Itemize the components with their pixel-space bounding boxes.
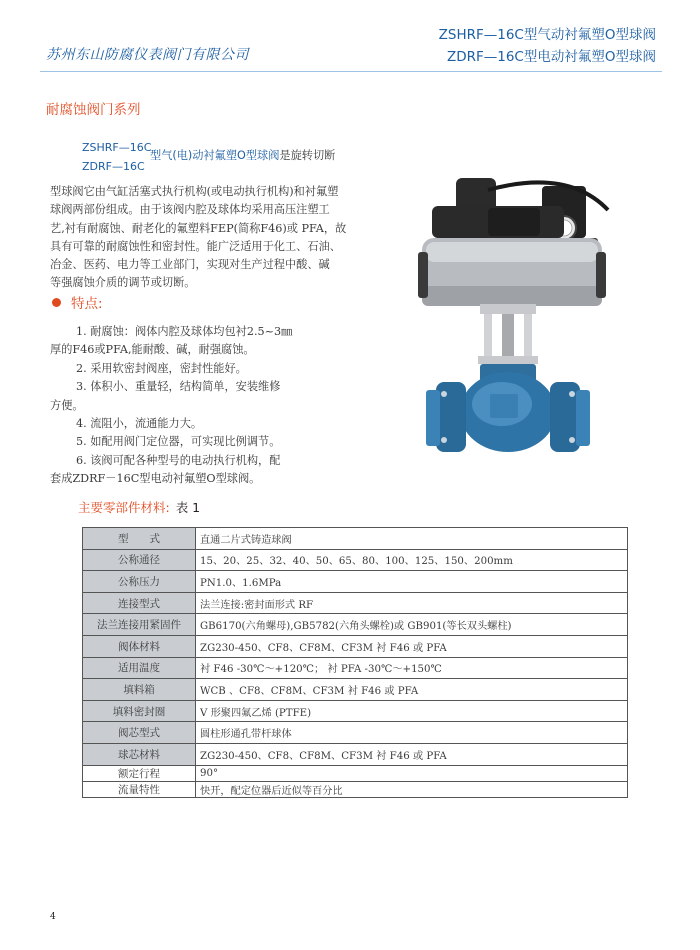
feature-line: 2. 采用软密封阀座，密封性能好。 [76, 361, 247, 375]
model-electric: ZDRF—16C [82, 160, 145, 173]
parts-title [78, 498, 200, 516]
feature-line: 厚的F46或PFA,能耐酸、碱，耐强腐蚀。 [50, 343, 255, 357]
row-value: 15、20、25、32、40、50、65、80、100、125、150、200mm [196, 549, 628, 571]
intro-line: 等强腐蚀介质的调节或切断。 [50, 276, 196, 290]
row-value: 圆柱形通孔带杆球体 [196, 722, 628, 744]
row-key: 填料密封圈 [83, 700, 196, 722]
intro-line: 球阀两部份组成。由于该阀内腔及球体均采用高压注塑工 [50, 203, 330, 217]
row-key: 法兰连接用紧固件 [83, 614, 196, 636]
intro-body [50, 183, 380, 293]
feature-line: 方便。 [50, 398, 84, 412]
intro-line: 冶金、医药、电力等工业部门，实现对生产过程中酸、碱 [50, 258, 330, 272]
intro-line: 具有可靠的耐腐蚀性和密封性。能广泛适用于化工、石油、 [50, 239, 341, 253]
row-value: GB6170(六角螺母),GB5782(六角头螺栓)或 GB901(等长双头螺柱) [196, 614, 628, 636]
table-row [83, 679, 628, 701]
table-row [83, 743, 628, 765]
header-divider [40, 71, 662, 72]
table-row [83, 549, 628, 571]
table-row [83, 614, 628, 636]
table-label: 表 1 [175, 500, 201, 515]
row-key: 连接型式 [83, 592, 196, 614]
row-key: 球芯材料 [83, 743, 196, 765]
features-title-text: 特点: [71, 296, 103, 312]
table-row [83, 657, 628, 679]
product-title-pneumatic: ZSHRF—16C型气动衬氟塑O型球阀 [438, 27, 656, 43]
intro-lead-rest: 是旋转切断 [279, 149, 336, 162]
row-value: 直通二片式铸造球阀 [196, 528, 628, 550]
series-title: 耐腐蚀阀门系列 [46, 102, 141, 118]
company-name: 苏州东山防腐仪表阀门有限公司 [46, 47, 249, 63]
row-value: ZG230-450、CF8、CF8M、CF3M 衬 F46 或 PFA [196, 743, 628, 765]
parts-table [82, 527, 628, 798]
row-value: WCB 、CF8、CF8M、CF3M 衬 F46 或 PFA [196, 679, 628, 701]
row-key: 阀芯型式 [83, 722, 196, 744]
intro-lead [150, 147, 372, 165]
row-value: 衬 F46 -30℃～+120℃； 衬 PFA -30℃～+150℃ [196, 657, 628, 679]
feature-line: 4. 流阻小，流通能力大。 [76, 417, 203, 431]
feature-line: 1. 耐腐蚀：阀体内腔及球体均包衬2.5~3㎜ [76, 325, 293, 338]
row-key: 型 式 [83, 528, 196, 550]
row-key: 阀体材料 [83, 635, 196, 657]
row-key: 适用温度 [83, 657, 196, 679]
row-value: V 形聚四氟乙烯 (PTFE) [196, 700, 628, 722]
features-list [50, 323, 358, 489]
feature-line: 6. 该阀可配各种型号的电动执行机构，配 [76, 453, 281, 467]
row-key: 公称压力 [83, 571, 196, 593]
model-pneumatic: ZSHRF—16C [82, 141, 152, 154]
table-row [83, 781, 628, 797]
table-row [83, 592, 628, 614]
row-key: 流量特性 [83, 781, 196, 797]
table-row [83, 635, 628, 657]
intro-lead-highlight: 型气(电)动衬氟塑O型球阀 [150, 149, 280, 162]
row-key: 公称通径 [83, 549, 196, 571]
row-key: 填料箱 [83, 679, 196, 701]
product-title-electric: ZDRF—16C型电动衬氟塑O型球阀 [446, 49, 656, 65]
table-row [83, 571, 628, 593]
features-title [52, 292, 103, 312]
row-value: 快开，配定位器后近似等百分比 [196, 781, 628, 797]
table-row [83, 700, 628, 722]
row-value: PN1.0、1.6MPa [196, 571, 628, 593]
model-names [82, 138, 151, 176]
row-value: 法兰连接:密封面形式 RF [196, 592, 628, 614]
feature-line: 套成ZDRF－16C型电动衬氟塑O型球阀。 [50, 472, 261, 486]
row-value: ZG230-450、CF8、CF8M、CF3M 衬 F46 或 PFA [196, 635, 628, 657]
feature-line: 3. 体积小、重量轻，结构简单，安装维修 [76, 380, 281, 394]
intro-line: 艺,衬有耐腐蚀、耐老化的氟塑料FEP(简称F46)或 PFA，故 [50, 221, 347, 235]
table-row [83, 722, 628, 744]
parts-title-text: 主要零部件材料: [78, 500, 170, 515]
bullet-icon [52, 298, 61, 307]
valve-product-image [418, 168, 618, 468]
feature-line: 5. 如配用阀门定位器，可实现比例调节。 [76, 435, 281, 449]
intro-line: 型球阀它由气缸活塞式执行机构(或电动执行机构)和衬氟塑 [50, 185, 339, 198]
product-titles [439, 24, 656, 68]
row-key: 额定行程 [83, 765, 196, 781]
page-number: 4 [50, 912, 56, 922]
table-row [83, 765, 628, 781]
table-row [83, 528, 628, 550]
row-value: 90° [196, 765, 628, 781]
